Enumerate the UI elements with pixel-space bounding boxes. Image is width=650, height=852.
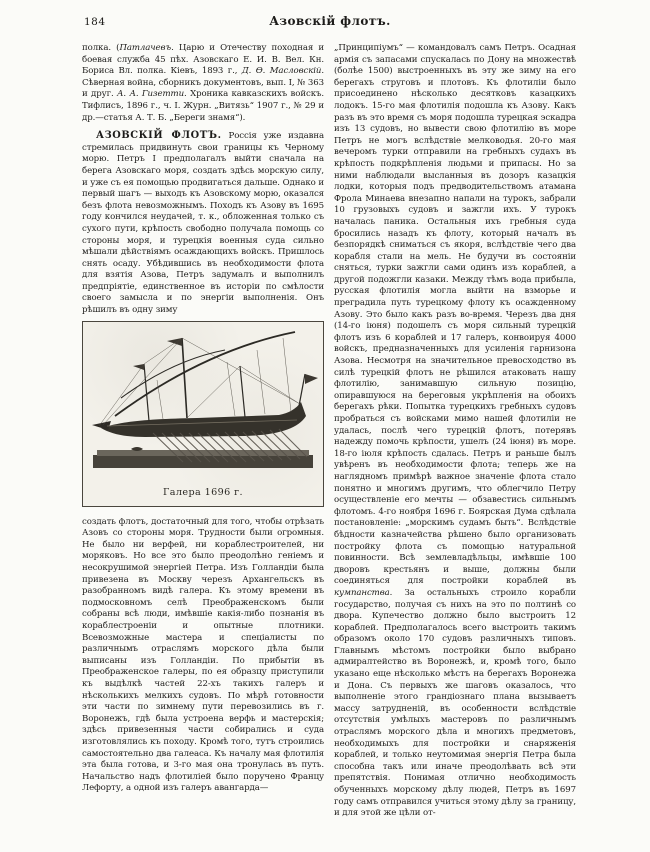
right-column: [334, 43, 576, 820]
stand-base: [93, 455, 313, 468]
page-header: [82, 14, 578, 30]
fore-mast-flag: [133, 364, 144, 370]
text-columns: [82, 43, 576, 820]
galley-figure: [82, 321, 324, 507]
left-column: [82, 43, 324, 820]
continuation-paragraph: „Принципіумъ“ — командовалъ самъ Петръ. Осадная армія съ запасами спускалась по Дону на множествѣ (болѣе 1500) выстроенныхъ въ эту же зиму на его берегахъ струговъ и плотовъ. Къ флотиліи было присоединено нѣсколько десятковъ казацкихъ лодокъ. 15-го мая флотилія подошла къ Азову. Какъ разъ въ это время съ моря подошла турецкая эскадра изъ 13 судовъ, но вывести свою флотилію въ море Петръ не могъ вслѣдствіе мелководья. 20-го мая вечеромъ турки отправили на гребныхъ судахъ въ крѣпость подкрѣпленія людьми и припасы. Но за ними наблюдали высланныя въ дозоръ казацкія лодки, которыя подъ предводительствомъ атамана Фрола Минаева внезапно напали на турокъ, забрали 10 грузовыхъ судовъ и зажгли ихъ. У турокъ началась паника. Остальныя ихъ гребныя суда бросились назадъ къ флоту, который началъ въ безпорядкѣ сниматься съ якоря, вслѣдствіе чего два корабля стали на мель. Не будучи въ состояніи сняться, турки зажгли сами одинъ изъ кораблей, а другой подожгли казаки. Между тѣмъ вода прибыла, русская флотилія могла выйти на взморье и преградила путь турецкому флоту къ осажденному Азову. Это было какъ разъ во-время. Черезъ два дня (14-го іюня) подошелъ съ моря сильный турецкій флотъ изъ 6 кораблей и 17 галеръ, конвоируя 4000 войскъ, предназначенныхъ для усиленія гарнизона Азова. Несмотря на значительное превосходство въ силѣ турецкій флотъ не рѣшился атаковать нашу флотилію, занимавшую сильную позицію, опиравшуюся на береговыя укрѣпленія на обоихъ берегахъ рѣки. Попытка турецкихъ гребныхъ судовъ пробраться съ войсками мимо нашей флотиліи не удалась, послѣ чего турецкій флотъ, потерявъ надежду помочь крѣпости, ушелъ (24 іюня) въ море. 18-го іюля крѣпость сдалась. Петръ и раньше былъ увѣренъ въ необходимости флота; теперь же на наглядномъ примѣрѣ важное значеніе флота стало понятно и многимъ другимъ, что облегчило Петру осуществленіе его мечты — обзавестись сильнымъ флотомъ. 4-го ноября 1696 г. Боярская Дума сдѣлала постановленіе: „морскимъ судамъ быть“. Вслѣдствіе бѣдности казначейства рѣшено было организовать постройку флота съ помощью натуральной повинности. Всѣ землевладѣльцы, имѣвшіе 100 дворовъ крестьянъ и выше, должны были соединяться для постройки кораблей въ кумпанства. За остальныхъ строило корабли государство, получая съ нихъ на это по полтинѣ со двора. Купечество должно было выстроить 12 кораблей. Предполагалось всего выстроить такимъ образомъ около 170 судовъ различныхъ типовъ. Главнымъ мѣстомъ постройки было выбрано адмиралтейство въ Воронежѣ, и, кромѣ того, было указано еще нѣсколько мѣстъ на берегахъ Воронежа и Дона. Съ первыхъ же шаговъ оказалось, что выполненіе этого грандіознаго плана вызываетъ массу затрудненій, въ особенности вслѣдствіе отсутствія умѣлыхъ мастеровъ по различнымъ отраслямъ морского дѣла и многихъ предметовъ, необходимыхъ для постройки и снаряженія кораблей, и только неутомимая энергія Петра была способна такъ или иначе преодолѣвать всѣ эти препятствія. Понимая отлично необходимость обученныхъ морскому дѣлу людей, Петръ въ 1697 году самъ отправился учиться этому дѣлу за границу, и для этой же цѣли от-: [334, 43, 576, 819]
figure-caption: Галера 1696 г.: [163, 487, 243, 499]
article-start-paragraph: [82, 130, 324, 317]
main-mast: [182, 338, 187, 418]
stern-flag: [305, 374, 318, 384]
article-heading: АЗОВСКІЙ ФЛОТЪ.: [96, 130, 222, 142]
main-mast-flag: [167, 338, 182, 346]
running-title: Азовскій флотъ.: [269, 14, 391, 28]
rigging-lines: [99, 338, 300, 426]
bibliography-paragraph: полка. (Патлачевъ. Царю и Отечеству походная и боевая служба 45 пѣх. Азовскаго Е. И. В. Вел. Кн. Бориса Вл. полка. Кіевъ, 1893 г., Д. Ѳ. Масловскій. Сѣверная война, сборникъ документовъ, вып. I, № 363 и друг. А. А. Гизетти. Хроника кавказскихъ войскъ. Тифлисъ, 1896 г., ч. I. Журн. „Витязь“ 1907 г., № 29 и др.—статья А. Т. Б. „Береги знамя“).: [82, 43, 324, 123]
article-intro-text: Россія уже издавна стремилась придвинуть свои границы къ Черному морю. Петръ I предполагалъ выйти сначала на берега Азовскаго моря, создать здѣсь морскую силу, и уже съ ея помощью продвигаться дальше. Однако и первый шагъ — выходъ къ Азовскому морю, оказался безъ флота невозможнымъ. Походъ къ Азову въ 1695 году кончился неудачей, т. к., обложенная только съ сухого пути, крѣпость свободно получала помощь со стороны моря, и турецкія военныя суда сильно мѣшали дѣйствіямъ осаждающихъ войскъ. Пришлось снять осаду. Убѣдившись въ необходимости флота для взятія Азова, Петръ задумалъ и выполнилъ предпріятіе, единственное въ исторіи по смѣлости своего замысла и по энергіи выполненія. Онъ рѣшилъ въ одну зиму: [82, 131, 324, 316]
main-lateen-yard: [115, 332, 295, 416]
mizzen-mast: [240, 366, 245, 417]
stern-staff: [299, 374, 305, 406]
galley-engraving-illustration: [83, 322, 323, 474]
galley-hull: [101, 402, 306, 437]
page-number: 184: [84, 16, 106, 28]
after-figure-paragraph: создать флотъ, достаточный для того, чтобы отрѣзать Азовъ со стороны моря. Трудности были огромныя. Не было ни верфей, ни кораблестроителей, ни моряковъ. Но все это было преодолѣно геніемъ и несокрушимой энергіей Петра. Изъ Голландіи была привезена въ Москву черезъ Архангельскъ въ разобранномъ видѣ галера. Къ этому времени въ подмосковномъ селѣ Преображенскомъ были собраны всѣ люди, имѣвшіе какія-либо познанія въ кораблестроеніи и опытные плотники. Всевозможные мастера и спеціалисты по различнымъ отраслямъ морского дѣла были выписаны изъ Голландіи. По прибытіи въ Преображенское галеры, по ея образцу приступили къ выдѣлкѣ частей 22-хъ такихъ галеръ и нѣсколькихъ мелкихъ судовъ. По мѣрѣ готовности эти части по зимнему пути перевозились въ г. Воронежъ, гдѣ была устроена верфь и мастерскія; здѣсь привезенныя части собирались и суда изготовлялись къ походу. Кромѣ того, тутъ строились самостоятельно два галеаса. Къ началу мая флотилія эта была готова, и 3-го мая она тронулась въ путь. Начальство надъ флотиліей было поручено Францу Лефорту, а одной изъ галеръ авангарда—: [82, 516, 324, 794]
